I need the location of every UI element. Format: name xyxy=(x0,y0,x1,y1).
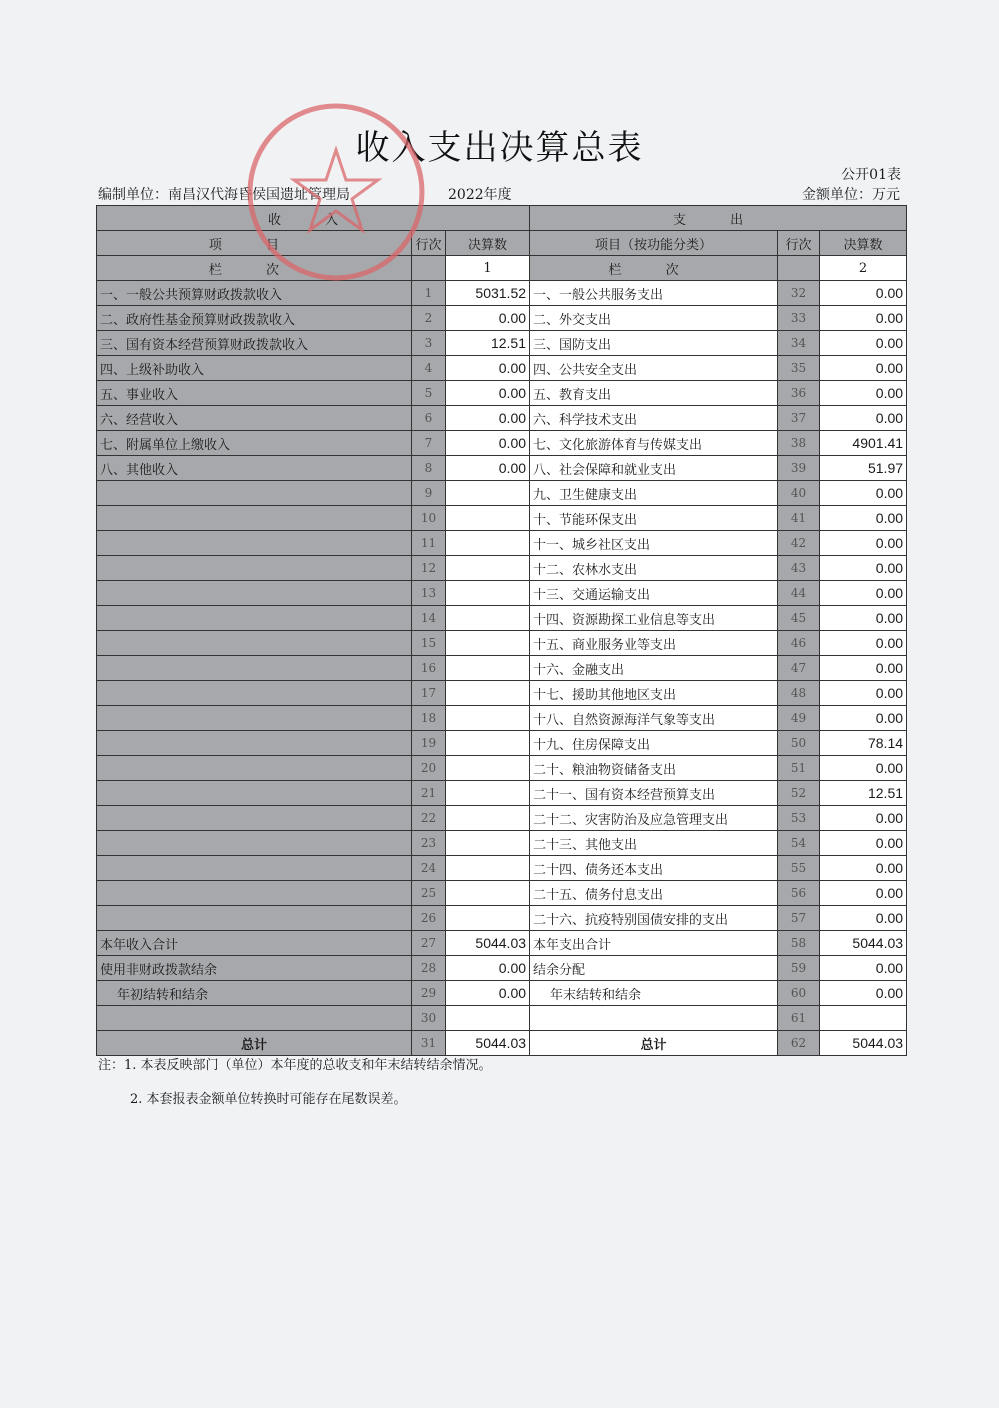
expense-item-label: 四、公共安全支出 xyxy=(530,356,778,381)
table-row xyxy=(97,956,907,981)
expense-line-number: 54 xyxy=(778,831,820,856)
expense-line-number: 47 xyxy=(778,656,820,681)
expense-amount: 78.14 xyxy=(820,731,907,756)
money-unit: 金额单位：万元 xyxy=(802,187,900,203)
income-item-label xyxy=(97,581,412,606)
table-row xyxy=(97,831,907,856)
expense-item-label: 十二、农林水支出 xyxy=(530,556,778,581)
income-amount xyxy=(446,606,530,631)
income-amount xyxy=(446,756,530,781)
income-line-number: 9 xyxy=(412,481,446,506)
income-item-label xyxy=(97,606,412,631)
report-year: 2022年度 xyxy=(448,187,512,203)
income-line-number: 23 xyxy=(412,831,446,856)
table-row xyxy=(97,381,907,406)
expense-line-number: 35 xyxy=(778,356,820,381)
table-row xyxy=(97,631,907,656)
expense-amount: 0.00 xyxy=(820,531,907,556)
table-row xyxy=(97,581,907,606)
income-amount: 0.00 xyxy=(446,956,530,981)
income-line-number: 22 xyxy=(412,806,446,831)
expense-amount: 0.00 xyxy=(820,306,907,331)
income-amount xyxy=(446,781,530,806)
expense-amount: 0.00 xyxy=(820,406,907,431)
income-item-label: 七、附属单位上缴收入 xyxy=(97,431,412,456)
income-line-number: 1 xyxy=(412,281,446,306)
income-item-label: 年初结转和结余 xyxy=(97,981,412,1006)
income-line-number: 8 xyxy=(412,456,446,481)
summary-table xyxy=(96,205,907,1056)
expense-amount: 0.00 xyxy=(820,506,907,531)
table-header-row xyxy=(97,206,907,231)
income-item-label: 六、经营收入 xyxy=(97,406,412,431)
expense-item-label: 十六、金融支出 xyxy=(530,656,778,681)
expense-item-label: 十七、援助其他地区支出 xyxy=(530,681,778,706)
income-line-number: 29 xyxy=(412,981,446,1006)
expense-line-number: 59 xyxy=(778,956,820,981)
income-amount xyxy=(446,656,530,681)
expense-amount-header: 决算数 xyxy=(820,231,907,256)
income-amount xyxy=(446,481,530,506)
income-line-number: 26 xyxy=(412,906,446,931)
income-amount: 0.00 xyxy=(446,981,530,1006)
income-line-number: 21 xyxy=(412,781,446,806)
income-item-label: 本年收入合计 xyxy=(97,931,412,956)
income-item-label xyxy=(97,781,412,806)
income-line-number: 4 xyxy=(412,356,446,381)
income-item-label xyxy=(97,906,412,931)
income-item-label xyxy=(97,756,412,781)
expense-amount: 0.00 xyxy=(820,581,907,606)
expense-item-label: 十一、城乡社区支出 xyxy=(530,531,778,556)
expense-amount: 0.00 xyxy=(820,981,907,1006)
expense-item-label: 十八、自然资源海洋气象等支出 xyxy=(530,706,778,731)
table-row xyxy=(97,481,907,506)
table-row xyxy=(97,306,907,331)
expense-item-label: 七、文化旅游体育与传媒支出 xyxy=(530,431,778,456)
expense-column-label: 栏 次 xyxy=(530,256,778,281)
expense-amount: 0.00 xyxy=(820,681,907,706)
expense-amount: 0.00 xyxy=(820,706,907,731)
income-line-number: 12 xyxy=(412,556,446,581)
expense-item-label: 二十四、债务还本支出 xyxy=(530,856,778,881)
expense-line-number: 61 xyxy=(778,1006,820,1031)
expense-column-line-blank xyxy=(778,256,820,281)
expense-amount: 0.00 xyxy=(820,831,907,856)
income-amount: 12.51 xyxy=(446,331,530,356)
expense-header: 支 出 xyxy=(530,206,907,231)
expense-item-label xyxy=(530,1006,778,1031)
income-amount: 0.00 xyxy=(446,456,530,481)
income-amount xyxy=(446,681,530,706)
income-line-number: 24 xyxy=(412,856,446,881)
table-row xyxy=(97,931,907,956)
expense-item-label: 十、节能环保支出 xyxy=(530,506,778,531)
income-amount: 0.00 xyxy=(446,381,530,406)
income-column-line-blank xyxy=(412,256,446,281)
income-item-label: 三、国有资本经营预算财政拨款收入 xyxy=(97,331,412,356)
table-row xyxy=(97,531,907,556)
income-item-label xyxy=(97,556,412,581)
income-item-label xyxy=(97,1006,412,1031)
expense-item-header: 项目（按功能分类） xyxy=(530,231,778,256)
expense-line-number: 40 xyxy=(778,481,820,506)
income-header: 收 入 xyxy=(97,206,530,231)
expense-amount: 4901.41 xyxy=(820,431,907,456)
income-amount: 5031.52 xyxy=(446,281,530,306)
expense-line-number: 50 xyxy=(778,731,820,756)
table-row xyxy=(97,731,907,756)
expense-item-label: 六、科学技术支出 xyxy=(530,406,778,431)
income-line-number: 10 xyxy=(412,506,446,531)
income-line-number: 7 xyxy=(412,431,446,456)
income-amount xyxy=(446,531,530,556)
income-line-number: 11 xyxy=(412,531,446,556)
income-item-label xyxy=(97,706,412,731)
table-row xyxy=(97,556,907,581)
expense-amount: 0.00 xyxy=(820,381,907,406)
table-row xyxy=(97,981,907,1006)
income-item-label xyxy=(97,856,412,881)
table-row xyxy=(97,856,907,881)
income-item-label xyxy=(97,731,412,756)
income-item-label: 四、上级补助收入 xyxy=(97,356,412,381)
expense-line-number: 43 xyxy=(778,556,820,581)
income-amount xyxy=(446,506,530,531)
income-item-label xyxy=(97,656,412,681)
expense-line-number: 55 xyxy=(778,856,820,881)
expense-item-label: 十四、资源勘探工业信息等支出 xyxy=(530,606,778,631)
expense-item-label: 二十、粮油物资储备支出 xyxy=(530,756,778,781)
table-header-row xyxy=(97,231,907,256)
income-item-label xyxy=(97,531,412,556)
expense-line-number: 45 xyxy=(778,606,820,631)
income-line-number: 25 xyxy=(412,881,446,906)
expense-line-number: 52 xyxy=(778,781,820,806)
table-row xyxy=(97,331,907,356)
income-item-label xyxy=(97,806,412,831)
expense-amount: 0.00 xyxy=(820,656,907,681)
income-item-label xyxy=(97,506,412,531)
form-number: 公开01表 xyxy=(841,167,901,183)
expense-line-number: 56 xyxy=(778,881,820,906)
income-item-label xyxy=(97,631,412,656)
expense-line-number: 42 xyxy=(778,531,820,556)
expense-amount: 5044.03 xyxy=(820,1031,907,1056)
income-column-label: 栏 次 xyxy=(97,256,412,281)
expense-amount: 0.00 xyxy=(820,756,907,781)
expense-line-number: 62 xyxy=(778,1031,820,1056)
expense-item-label: 二十一、国有资本经营预算支出 xyxy=(530,781,778,806)
income-item-label xyxy=(97,881,412,906)
income-line-number: 16 xyxy=(412,656,446,681)
income-line-number: 14 xyxy=(412,606,446,631)
expense-amount: 0.00 xyxy=(820,881,907,906)
expense-line-number: 57 xyxy=(778,906,820,931)
income-line-number: 15 xyxy=(412,631,446,656)
income-amount xyxy=(446,806,530,831)
expense-line-number: 53 xyxy=(778,806,820,831)
page-title: 收入支出决算总表 xyxy=(355,128,644,168)
income-amount: 5044.03 xyxy=(446,1031,530,1056)
table-row xyxy=(97,356,907,381)
income-line-number: 27 xyxy=(412,931,446,956)
income-amount: 5044.03 xyxy=(446,931,530,956)
expense-item-label: 二十六、抗疫特别国债安排的支出 xyxy=(530,906,778,931)
expense-item-label: 一、一般公共服务支出 xyxy=(530,281,778,306)
expense-amount: 51.97 xyxy=(820,456,907,481)
expense-line-number: 33 xyxy=(778,306,820,331)
income-line-number: 2 xyxy=(412,306,446,331)
table-row xyxy=(97,456,907,481)
expense-item-label: 十五、商业服务业等支出 xyxy=(530,631,778,656)
table-row xyxy=(97,906,907,931)
income-line-number: 19 xyxy=(412,731,446,756)
expense-line-number: 46 xyxy=(778,631,820,656)
income-line-number: 31 xyxy=(412,1031,446,1056)
expense-line-number: 32 xyxy=(778,281,820,306)
expense-amount: 0.00 xyxy=(820,281,907,306)
expense-amount: 0.00 xyxy=(820,856,907,881)
expense-item-label: 十三、交通运输支出 xyxy=(530,581,778,606)
expense-line-number: 39 xyxy=(778,456,820,481)
expense-line-header: 行次 xyxy=(778,231,820,256)
unit-row xyxy=(98,184,904,204)
income-item-label: 八、其他收入 xyxy=(97,456,412,481)
expense-amount: 0.00 xyxy=(820,481,907,506)
expense-item-label: 八、社会保障和就业支出 xyxy=(530,456,778,481)
income-line-number: 6 xyxy=(412,406,446,431)
expense-line-number: 41 xyxy=(778,506,820,531)
expense-item-label: 二十三、其他支出 xyxy=(530,831,778,856)
note-1: 注：1. 本表反映部门（单位）本年度的总收支和年末结转结余情况。 xyxy=(98,1058,492,1073)
expense-line-number: 60 xyxy=(778,981,820,1006)
income-amount xyxy=(446,731,530,756)
income-item-label: 一、一般公共预算财政拨款收入 xyxy=(97,281,412,306)
income-line-header: 行次 xyxy=(412,231,446,256)
income-item-label: 使用非财政拨款结余 xyxy=(97,956,412,981)
table-row xyxy=(97,656,907,681)
table-row xyxy=(97,756,907,781)
table-row xyxy=(97,406,907,431)
income-amount xyxy=(446,881,530,906)
compiling-unit: 编制单位：南昌汉代海昏侯国遗址管理局 xyxy=(98,187,350,203)
expense-item-label: 年末结转和结余 xyxy=(530,981,778,1006)
expense-amount: 0.00 xyxy=(820,356,907,381)
expense-line-number: 36 xyxy=(778,381,820,406)
expense-amount: 5044.03 xyxy=(820,931,907,956)
expense-line-number: 48 xyxy=(778,681,820,706)
table-row xyxy=(97,1031,907,1056)
expense-line-number: 58 xyxy=(778,931,820,956)
table-row xyxy=(97,281,907,306)
income-line-number: 13 xyxy=(412,581,446,606)
income-item-header: 项 目 xyxy=(97,231,412,256)
expense-column-number: 2 xyxy=(820,256,907,281)
expense-line-number: 38 xyxy=(778,431,820,456)
expense-line-number: 34 xyxy=(778,331,820,356)
expense-item-label: 二、外交支出 xyxy=(530,306,778,331)
income-item-label xyxy=(97,481,412,506)
income-amount xyxy=(446,556,530,581)
expense-item-label: 二十五、债务付息支出 xyxy=(530,881,778,906)
table-row xyxy=(97,506,907,531)
income-amount xyxy=(446,581,530,606)
column-number-row xyxy=(97,256,907,281)
expense-amount: 0.00 xyxy=(820,556,907,581)
income-amount: 0.00 xyxy=(446,306,530,331)
expense-item-label: 本年支出合计 xyxy=(530,931,778,956)
income-line-number: 30 xyxy=(412,1006,446,1031)
income-item-label: 五、事业收入 xyxy=(97,381,412,406)
expense-item-label: 三、国防支出 xyxy=(530,331,778,356)
expense-item-label: 五、教育支出 xyxy=(530,381,778,406)
income-amount: 0.00 xyxy=(446,431,530,456)
expense-amount: 12.51 xyxy=(820,781,907,806)
notes xyxy=(98,1055,492,1123)
income-amount xyxy=(446,631,530,656)
income-item-label: 二、政府性基金预算财政拨款收入 xyxy=(97,306,412,331)
expense-amount xyxy=(820,1006,907,1031)
note-2: 2. 本套报表金额单位转换时可能存在尾数误差。 xyxy=(130,1092,407,1107)
expense-amount: 0.00 xyxy=(820,331,907,356)
expense-item-label: 总计 xyxy=(530,1031,778,1056)
income-amount xyxy=(446,831,530,856)
table-row xyxy=(97,881,907,906)
expense-line-number: 37 xyxy=(778,406,820,431)
table-row xyxy=(97,606,907,631)
expense-item-label: 结余分配 xyxy=(530,956,778,981)
expense-line-number: 51 xyxy=(778,756,820,781)
table-row xyxy=(97,706,907,731)
expense-amount: 0.00 xyxy=(820,606,907,631)
table-row xyxy=(97,806,907,831)
table-row xyxy=(97,1006,907,1031)
income-amount xyxy=(446,906,530,931)
expense-amount: 0.00 xyxy=(820,956,907,981)
income-line-number: 20 xyxy=(412,756,446,781)
table-row xyxy=(97,431,907,456)
income-amount-header: 决算数 xyxy=(446,231,530,256)
expense-amount: 0.00 xyxy=(820,906,907,931)
income-line-number: 18 xyxy=(412,706,446,731)
expense-line-number: 49 xyxy=(778,706,820,731)
income-line-number: 17 xyxy=(412,681,446,706)
income-item-label xyxy=(97,681,412,706)
income-amount xyxy=(446,1006,530,1031)
income-amount xyxy=(446,856,530,881)
income-line-number: 5 xyxy=(412,381,446,406)
expense-amount: 0.00 xyxy=(820,631,907,656)
income-amount: 0.00 xyxy=(446,406,530,431)
income-item-label: 总计 xyxy=(97,1031,412,1056)
income-item-label xyxy=(97,831,412,856)
table-row xyxy=(97,781,907,806)
income-line-number: 28 xyxy=(412,956,446,981)
income-line-number: 3 xyxy=(412,331,446,356)
income-amount xyxy=(446,706,530,731)
expense-line-number: 44 xyxy=(778,581,820,606)
expense-item-label: 十九、住房保障支出 xyxy=(530,731,778,756)
income-amount: 0.00 xyxy=(446,356,530,381)
expense-item-label: 九、卫生健康支出 xyxy=(530,481,778,506)
table-row xyxy=(97,681,907,706)
expense-item-label: 二十二、灾害防治及应急管理支出 xyxy=(530,806,778,831)
expense-amount: 0.00 xyxy=(820,806,907,831)
income-column-number: 1 xyxy=(446,256,530,281)
